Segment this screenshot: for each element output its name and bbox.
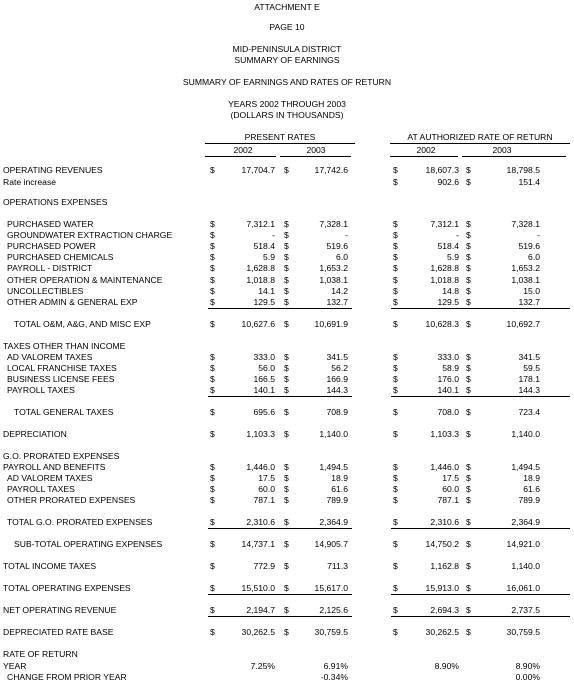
row-label: LOCAL FRANCHISE TAXES (7, 363, 117, 373)
dollar-sign: $ (393, 407, 398, 417)
dollar-sign: $ (210, 407, 215, 417)
cell-value: 18,607.3 (425, 165, 459, 175)
dollar-sign: $ (393, 319, 398, 329)
year-heading: 2002 (233, 145, 253, 155)
cell-value: 8.90% (515, 661, 540, 671)
dollar-sign: $ (466, 517, 471, 527)
dollar-sign: $ (284, 165, 289, 175)
row-label: TAXES OTHER THAN INCOME (3, 341, 126, 351)
dollar-sign: $ (284, 484, 289, 494)
row-label: OTHER OPERATION & MAINTENANCE (7, 275, 163, 285)
row-label: OTHER PRORATED EXPENSES (7, 495, 136, 505)
cell-value: 15,617.0 (314, 583, 348, 593)
subtotal-rule (391, 396, 570, 397)
cell-value: 7.25% (250, 661, 275, 671)
dollar-sign: $ (210, 627, 215, 637)
year-heading: 2003 (306, 145, 326, 155)
dollar-sign: $ (466, 319, 471, 329)
units-note: (DOLLARS IN THOUSANDS) (230, 110, 344, 120)
cell-value: 518.4 (253, 241, 275, 251)
cell-value: 17.5 (258, 473, 275, 483)
cell-value: 129.5 (253, 297, 275, 307)
row-label: PAYROLL AND BENEFITS (3, 462, 106, 472)
cell-value: 787.1 (253, 495, 275, 505)
cell-value: 132.7 (518, 297, 540, 307)
year-heading-rule (205, 156, 276, 157)
cell-value: 1,140.0 (511, 561, 540, 571)
cell-value: 2,194.7 (246, 605, 275, 615)
dollar-sign: $ (210, 374, 215, 384)
cell-value: - (345, 230, 348, 240)
cell-value: 17.5 (442, 473, 459, 483)
dollar-sign: $ (210, 219, 215, 229)
dollar-sign: $ (466, 297, 471, 307)
year-heading: 2003 (492, 145, 512, 155)
dollar-sign: $ (284, 319, 289, 329)
row-label: TOTAL OPERATING EXPENSES (3, 583, 131, 593)
cell-value: 2,125.6 (319, 605, 348, 615)
row-label: Rate increase (3, 177, 57, 187)
cell-value: 15.0 (523, 286, 540, 296)
subtotal-rule (208, 528, 352, 529)
year-heading: 2002 (416, 145, 436, 155)
subtotal-rule (208, 308, 352, 309)
row-label: BUSINESS LICENSE FEES (7, 374, 115, 384)
cell-value: 178.1 (518, 374, 540, 384)
cell-value: 2,364.9 (511, 517, 540, 527)
cell-value: 15,510.0 (241, 583, 275, 593)
row-label: TOTAL INCOME TAXES (3, 561, 97, 571)
dollar-sign: $ (393, 495, 398, 505)
row-label: TOTAL GENERAL TAXES (14, 407, 114, 417)
dollar-sign: $ (284, 230, 289, 240)
cell-value: 60.0 (442, 484, 459, 494)
cell-value: 7,312.1 (246, 219, 275, 229)
dollar-sign: $ (210, 539, 215, 549)
row-label: PURCHASED CHEMICALS (7, 252, 114, 262)
dollar-sign: $ (393, 374, 398, 384)
dollar-sign: $ (393, 352, 398, 362)
dollar-sign: $ (210, 605, 215, 615)
cell-value: 14.8 (442, 286, 459, 296)
dollar-sign: $ (466, 177, 471, 187)
row-label: OPERATIONS EXPENSES (3, 197, 108, 207)
row-label: AD VALOREM TAXES (7, 473, 93, 483)
dollar-sign: $ (393, 517, 398, 527)
cell-value: 166.5 (253, 374, 275, 384)
cell-value: 140.1 (437, 385, 459, 395)
report-title: SUMMARY OF EARNINGS (234, 55, 340, 65)
row-label: PAYROLL - DISTRICT (7, 263, 93, 273)
dollar-sign: $ (284, 219, 289, 229)
cell-value: 18.9 (331, 473, 348, 483)
dollar-sign: $ (284, 429, 289, 439)
dollar-sign: $ (210, 352, 215, 362)
cell-value: 61.6 (331, 484, 348, 494)
cell-value: 2,310.6 (430, 517, 459, 527)
dollar-sign: $ (393, 219, 398, 229)
cell-value: 14,737.1 (241, 539, 275, 549)
dollar-sign: $ (210, 583, 215, 593)
dollar-sign: $ (210, 319, 215, 329)
dollar-sign: $ (210, 252, 215, 262)
dollar-sign: $ (210, 286, 215, 296)
dollar-sign: $ (210, 517, 215, 527)
dollar-sign: $ (284, 605, 289, 615)
page-number: PAGE 10 (269, 22, 305, 32)
dollar-sign: $ (466, 429, 471, 439)
dollar-sign: $ (393, 263, 398, 273)
dollar-sign: $ (393, 286, 398, 296)
present-rates-heading: PRESENT RATES (244, 132, 316, 142)
cell-value: 10,692.7 (506, 319, 540, 329)
cell-value: 18,798.5 (506, 165, 540, 175)
cell-value: - (272, 230, 275, 240)
dollar-sign: $ (210, 429, 215, 439)
cell-value: 30,759.5 (314, 627, 348, 637)
cell-value: 789.9 (518, 495, 540, 505)
dollar-sign: $ (284, 297, 289, 307)
cell-value: 14.1 (258, 286, 275, 296)
dollar-sign: $ (210, 263, 215, 273)
cell-value: 17,742.6 (314, 165, 348, 175)
cell-value: 902.6 (437, 177, 459, 187)
row-label: CHANGE FROM PRIOR YEAR (7, 672, 127, 682)
dollar-sign: $ (210, 473, 215, 483)
subtotal-rule (208, 616, 352, 617)
dollar-sign: $ (284, 263, 289, 273)
dollar-sign: $ (466, 275, 471, 285)
dollar-sign: $ (393, 297, 398, 307)
cell-value: 176.0 (437, 374, 459, 384)
dollar-sign: $ (393, 429, 398, 439)
cell-value: 772.9 (253, 561, 275, 571)
cell-value: 1,653.2 (511, 263, 540, 273)
dollar-sign: $ (210, 297, 215, 307)
district-name: MID-PENINSULA DISTRICT (232, 44, 342, 54)
dollar-sign: $ (284, 583, 289, 593)
cell-value: 789.9 (326, 495, 348, 505)
cell-value: 1,162.8 (430, 561, 459, 571)
dollar-sign: $ (466, 539, 471, 549)
cell-value: 10,691.9 (314, 319, 348, 329)
cell-value: 1,628.8 (246, 263, 275, 273)
row-label: G.O. PRORATED EXPENSES (3, 451, 120, 461)
cell-value: 787.1 (437, 495, 459, 505)
cell-value: 1,494.5 (511, 462, 540, 472)
dollar-sign: $ (466, 230, 471, 240)
dollar-sign: $ (210, 561, 215, 571)
cell-value: 1,038.1 (319, 275, 348, 285)
dollar-sign: $ (210, 363, 215, 373)
row-label: RATE OF RETURN (3, 649, 78, 659)
row-label: PAYROLL TAXES (7, 385, 75, 395)
dollar-sign: $ (210, 230, 215, 240)
dollar-sign: $ (393, 473, 398, 483)
cell-value: 58.9 (442, 363, 459, 373)
cell-value: 140.1 (253, 385, 275, 395)
cell-value: 1,628.8 (430, 263, 459, 273)
year-heading-rule (462, 156, 566, 157)
cell-value: 14,750.2 (425, 539, 459, 549)
cell-value: 129.5 (437, 297, 459, 307)
cell-value: 1,103.3 (430, 429, 459, 439)
dollar-sign: $ (284, 241, 289, 251)
cell-value: 2,694.3 (430, 605, 459, 615)
cell-value: 1,494.5 (319, 462, 348, 472)
group-heading-rule (205, 143, 355, 144)
cell-value: 1,018.8 (430, 275, 459, 285)
dollar-sign: $ (466, 352, 471, 362)
cell-value: 695.6 (253, 407, 275, 417)
row-label: PAYROLL TAXES (7, 484, 75, 494)
cell-value: 6.0 (336, 252, 348, 262)
dollar-sign: $ (466, 374, 471, 384)
cell-value: 333.0 (253, 352, 275, 362)
cell-value: 30,759.5 (506, 627, 540, 637)
dollar-sign: $ (284, 495, 289, 505)
cell-value: 1,103.3 (246, 429, 275, 439)
row-label: GROUNDWATER EXTRACTION CHARGE (7, 230, 173, 240)
cell-value: 341.5 (326, 352, 348, 362)
dollar-sign: $ (466, 363, 471, 373)
cell-value: 341.5 (518, 352, 540, 362)
cell-value: 8.90% (434, 661, 459, 671)
row-label: DEPRECIATION (3, 429, 67, 439)
dollar-sign: $ (210, 495, 215, 505)
dollar-sign: $ (393, 385, 398, 395)
cell-value: 10,627.6 (241, 319, 275, 329)
dollar-sign: $ (466, 484, 471, 494)
dollar-sign: $ (466, 286, 471, 296)
row-label: YEAR (3, 661, 27, 671)
cell-value: 1,018.8 (246, 275, 275, 285)
cell-value: 519.6 (326, 241, 348, 251)
dollar-sign: $ (466, 385, 471, 395)
row-label: UNCOLLECTIBLES (7, 286, 84, 296)
cell-value: 14,905.7 (314, 539, 348, 549)
cell-value: 61.6 (523, 484, 540, 494)
dollar-sign: $ (393, 241, 398, 251)
subtotal-rule (208, 396, 352, 397)
cell-value: 1,140.0 (319, 429, 348, 439)
cell-value: 2,364.9 (319, 517, 348, 527)
cell-value: 0.00% (515, 672, 540, 682)
dollar-sign: $ (284, 627, 289, 637)
years-range: YEARS 2002 THROUGH 2003 (228, 99, 346, 109)
dollar-sign: $ (393, 363, 398, 373)
dollar-sign: $ (284, 363, 289, 373)
subtotal-rule (391, 616, 570, 617)
summary-title: SUMMARY OF EARNINGS AND RATES OF RETURN (182, 77, 392, 87)
cell-value: 7,328.1 (511, 219, 540, 229)
cell-value: 6.91% (323, 661, 348, 671)
dollar-sign: $ (466, 263, 471, 273)
dollar-sign: $ (466, 165, 471, 175)
cell-value: 1,140.0 (511, 429, 540, 439)
cell-value: 1,446.0 (246, 462, 275, 472)
cell-value: 7,328.1 (319, 219, 348, 229)
cell-value: 59.5 (523, 363, 540, 373)
dollar-sign: $ (210, 462, 215, 472)
dollar-sign: $ (466, 241, 471, 251)
row-label: OTHER ADMIN & GENERAL EXP (7, 297, 138, 307)
dollar-sign: $ (284, 407, 289, 417)
dollar-sign: $ (466, 561, 471, 571)
row-label: NET OPERATING REVENUE (3, 605, 117, 615)
cell-value: 144.3 (518, 385, 540, 395)
dollar-sign: $ (284, 517, 289, 527)
cell-value: 60.0 (258, 484, 275, 494)
dollar-sign: $ (393, 165, 398, 175)
cell-value: 708.0 (437, 407, 459, 417)
cell-value: -0.34% (320, 672, 348, 682)
dollar-sign: $ (466, 627, 471, 637)
year-heading-rule (390, 156, 458, 157)
cell-value: 518.4 (437, 241, 459, 251)
dollar-sign: $ (466, 462, 471, 472)
dollar-sign: $ (284, 385, 289, 395)
group-heading-rule (390, 143, 570, 144)
cell-value: 15,913.0 (425, 583, 459, 593)
cell-value: 30,262.5 (241, 627, 275, 637)
cell-value: 151.4 (518, 177, 540, 187)
cell-value: 5.9 (263, 252, 275, 262)
dollar-sign: $ (210, 165, 215, 175)
dollar-sign: $ (393, 583, 398, 593)
cell-value: 30,262.5 (425, 627, 459, 637)
dollar-sign: $ (466, 583, 471, 593)
dollar-sign: $ (284, 252, 289, 262)
row-label: PURCHASED POWER (7, 241, 96, 251)
dollar-sign: $ (393, 252, 398, 262)
row-label: SUB-TOTAL OPERATING EXPENSES (14, 539, 163, 549)
authorized-rate-heading: AT AUTHORIZED RATE OF RETURN (407, 132, 553, 142)
dollar-sign: $ (210, 385, 215, 395)
cell-value: 14,921.0 (506, 539, 540, 549)
row-label: PURCHASED WATER (7, 219, 94, 229)
dollar-sign: $ (284, 462, 289, 472)
cell-value: 10,628.3 (425, 319, 459, 329)
cell-value: 144.3 (326, 385, 348, 395)
subtotal-rule (391, 528, 570, 529)
dollar-sign: $ (210, 241, 215, 251)
cell-value: 132.7 (326, 297, 348, 307)
dollar-sign: $ (393, 177, 398, 187)
cell-value: 1,653.2 (319, 263, 348, 273)
dollar-sign: $ (284, 473, 289, 483)
cell-value: 17,704.7 (241, 165, 275, 175)
row-label: TOTAL G.O. PRORATED EXPENSES (7, 517, 153, 527)
dollar-sign: $ (393, 230, 398, 240)
dollar-sign: $ (393, 275, 398, 285)
cell-value: 2,310.6 (246, 517, 275, 527)
dollar-sign: $ (466, 495, 471, 505)
row-label: DEPRECIATED RATE BASE (3, 627, 114, 637)
dollar-sign: $ (393, 539, 398, 549)
dollar-sign: $ (466, 605, 471, 615)
cell-value: 723.4 (518, 407, 540, 417)
dollar-sign: $ (393, 484, 398, 494)
attachment-title: ATTACHMENT E (254, 2, 320, 12)
cell-value: 333.0 (437, 352, 459, 362)
dollar-sign: $ (393, 605, 398, 615)
dollar-sign: $ (466, 407, 471, 417)
dollar-sign: $ (284, 286, 289, 296)
cell-value: 166.9 (326, 374, 348, 384)
dollar-sign: $ (210, 484, 215, 494)
row-label: TOTAL O&M, A&G, AND MISC EXP (14, 319, 151, 329)
subtotal-rule (208, 594, 352, 595)
cell-value: 56.2 (331, 363, 348, 373)
dollar-sign: $ (393, 627, 398, 637)
cell-value: 2,737.5 (511, 605, 540, 615)
cell-value: 5.9 (447, 252, 459, 262)
cell-value: 1,446.0 (430, 462, 459, 472)
cell-value: 1,038.1 (511, 275, 540, 285)
subtotal-rule (391, 308, 570, 309)
dollar-sign: $ (284, 539, 289, 549)
dollar-sign: $ (393, 561, 398, 571)
year-heading-rule (280, 156, 351, 157)
cell-value: 519.6 (518, 241, 540, 251)
dollar-sign: $ (393, 462, 398, 472)
cell-value: 18.9 (523, 473, 540, 483)
cell-value: - (537, 230, 540, 240)
dollar-sign: $ (284, 352, 289, 362)
cell-value: 56.0 (258, 363, 275, 373)
cell-value: 6.0 (528, 252, 540, 262)
dollar-sign: $ (466, 473, 471, 483)
cell-value: 711.3 (327, 561, 348, 571)
dollar-sign: $ (210, 275, 215, 285)
subtotal-rule (391, 594, 570, 595)
dollar-sign: $ (466, 252, 471, 262)
cell-value: 7,312.1 (430, 219, 459, 229)
row-label: AD VALOREM TAXES (7, 352, 93, 362)
dollar-sign: $ (466, 219, 471, 229)
cell-value: 14.2 (331, 286, 348, 296)
dollar-sign: $ (284, 275, 289, 285)
cell-value: 16,061.0 (506, 583, 540, 593)
cell-value: - (456, 230, 459, 240)
row-label: OPERATING REVENUES (3, 165, 103, 175)
dollar-sign: $ (284, 561, 289, 571)
dollar-sign: $ (284, 374, 289, 384)
cell-value: 708.9 (326, 407, 348, 417)
